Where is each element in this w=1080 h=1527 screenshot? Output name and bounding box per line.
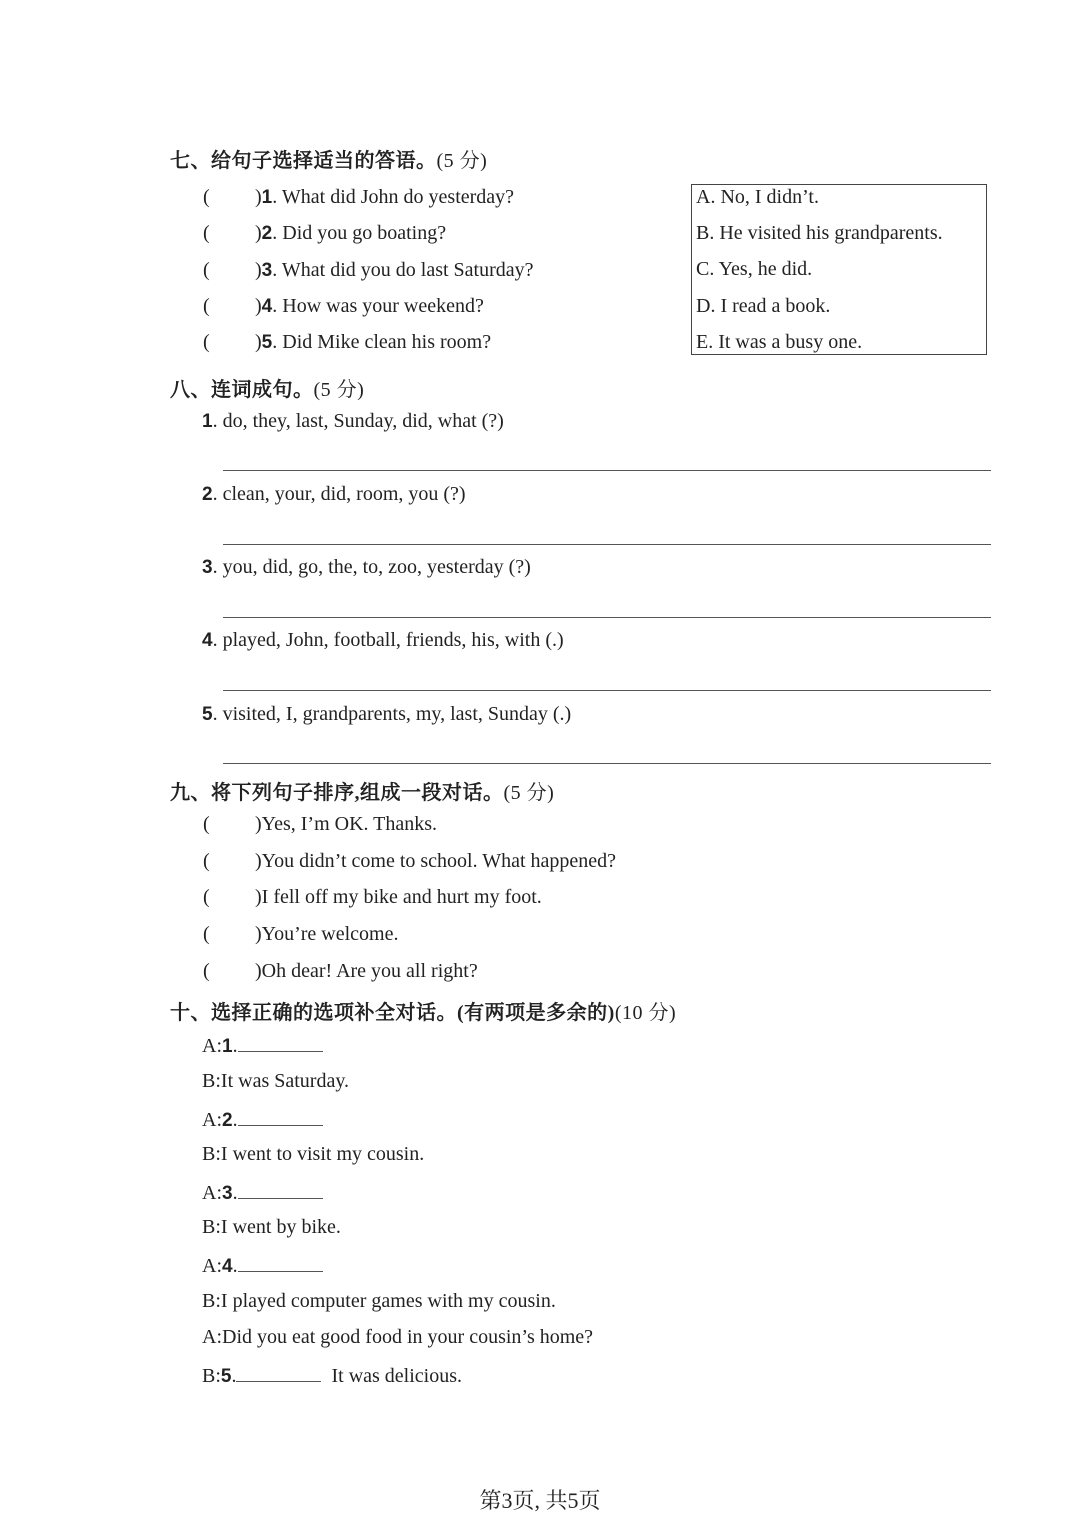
dialogue-sentence: )Oh dear! Are you all right? <box>255 960 478 982</box>
dialogue-line <box>202 1033 323 1058</box>
question-text: . What did you do last Saturday? <box>272 259 534 281</box>
answer-line[interactable] <box>223 690 991 691</box>
answer-paren[interactable]: ( <box>203 331 210 353</box>
speaker-label: A: <box>202 1035 222 1057</box>
blank-number: 2 <box>222 1110 233 1131</box>
section-9-heading: 九、将下列句子排序,组成一段对话。 <box>170 782 504 804</box>
answer-option: E. It was a busy one. <box>696 331 863 353</box>
sentence-item <box>202 703 571 726</box>
question-number: 1 <box>261 187 273 208</box>
blank-dot: . <box>232 1035 238 1057</box>
speaker-label: B: <box>202 1143 221 1165</box>
section-8-title <box>170 373 364 402</box>
item-number: 1 <box>202 411 213 432</box>
dialogue-text: I went by bike. <box>220 1216 341 1238</box>
question-text: . Did Mike clean his room? <box>272 331 492 353</box>
section-7-points: (5 分) <box>436 150 488 172</box>
dialogue-text: It was Saturday. <box>220 1070 350 1092</box>
answer-paren[interactable]: ( <box>203 960 210 982</box>
blank-number: 5 <box>220 1366 232 1387</box>
sentence-item <box>202 556 531 579</box>
section-9-title <box>170 776 554 805</box>
page-footer: 第3页, 共5页 <box>479 1488 601 1513</box>
question-row: )2. Did you go boating? <box>255 222 447 244</box>
speaker-label: B: <box>202 1290 221 1312</box>
dialogue-sentence: )Yes, I’m OK. Thanks. <box>255 813 438 835</box>
answer-paren[interactable]: ( <box>203 886 210 908</box>
answer-paren[interactable]: ( <box>203 295 210 317</box>
question-row: )5. Did Mike clean his room? <box>255 331 492 353</box>
dialogue-text: I went to visit my cousin. <box>220 1143 425 1165</box>
blank-dot: . <box>232 1182 238 1204</box>
dialogue-line <box>202 1253 323 1278</box>
answer-line[interactable] <box>223 617 991 618</box>
speaker-label: A: <box>202 1255 222 1277</box>
word-list: . clean, your, did, room, you (?) <box>212 483 466 505</box>
question-row: )3. What did you do last Saturday? <box>255 259 534 281</box>
answer-paren[interactable]: ( <box>203 259 210 281</box>
answer-line[interactable] <box>223 544 991 545</box>
question-text: . What did John do yesterday? <box>272 186 515 208</box>
dialogue-text: It was delicious. <box>331 1365 463 1387</box>
word-list: . played, John, football, friends, his, with (.) <box>212 629 564 651</box>
answer-option: A. No, I didn’t. <box>696 186 819 208</box>
word-list: . do, they, last, Sunday, did, what (?) <box>212 410 504 432</box>
dialogue-sentence: )You’re welcome. <box>255 923 399 945</box>
dialogue-line <box>202 1070 349 1093</box>
sentence-item <box>202 410 504 433</box>
answer-paren[interactable]: ( <box>203 813 210 835</box>
blank-number: 1 <box>222 1036 233 1057</box>
item-number: 3 <box>202 557 213 578</box>
section-10-points: (10 分) <box>614 1002 677 1024</box>
answer-options-box <box>691 184 987 355</box>
fill-blank[interactable] <box>238 1253 323 1272</box>
fill-blank[interactable] <box>238 1033 323 1052</box>
item-number: 5 <box>202 704 213 725</box>
question-text: . How was your weekend? <box>272 295 484 317</box>
fill-blank[interactable] <box>238 1107 323 1126</box>
dialogue-line <box>202 1180 323 1205</box>
question-row: )1. What did John do yesterday? <box>255 186 515 208</box>
dialogue-line <box>202 1216 341 1239</box>
blank-number: 3 <box>222 1183 233 1204</box>
speaker-label: B: <box>202 1365 221 1387</box>
question-row: )4. How was your weekend? <box>255 295 484 317</box>
speaker-label: B: <box>202 1070 221 1092</box>
question-text: . Did you go boating? <box>272 222 447 244</box>
speaker-label: B: <box>202 1216 221 1238</box>
sentence-item <box>202 629 564 652</box>
answer-option: C. Yes, he did. <box>696 258 813 280</box>
item-number: 2 <box>202 484 213 505</box>
blank-dot: . <box>232 1109 238 1131</box>
dialogue-sentence: )I fell off my bike and hurt my foot. <box>255 886 542 908</box>
dialogue-sentence: )You didn’t come to school. What happened? <box>255 850 617 872</box>
dialogue-line <box>202 1143 424 1166</box>
answer-paren[interactable]: ( <box>203 186 210 208</box>
answer-line[interactable] <box>223 470 991 471</box>
section-8-heading: 八、连词成句。 <box>170 379 314 401</box>
section-10-title <box>170 996 676 1025</box>
section-7-heading: 七、给句子选择适当的答语。 <box>170 150 437 172</box>
question-number: 4 <box>261 296 273 317</box>
speaker-label: A: <box>202 1182 222 1204</box>
answer-paren[interactable]: ( <box>203 850 210 872</box>
answer-line[interactable] <box>223 763 991 764</box>
answer-paren[interactable]: ( <box>203 923 210 945</box>
fill-blank[interactable] <box>236 1363 321 1382</box>
speaker-label: A: <box>202 1109 222 1131</box>
blank-dot: . <box>231 1365 237 1387</box>
section-10-heading: 十、选择正确的选项补全对话。(有两项是多余的) <box>170 1002 615 1024</box>
question-number: 3 <box>261 260 273 281</box>
blank-dot: . <box>232 1255 238 1277</box>
answer-option: D. I read a book. <box>696 295 831 317</box>
sentence-item <box>202 483 466 506</box>
question-number: 2 <box>261 223 273 244</box>
fill-blank[interactable] <box>238 1180 323 1199</box>
dialogue-text: Did you eat good food in your cousin’s home? <box>222 1326 594 1348</box>
dialogue-line <box>202 1363 462 1388</box>
question-number: 5 <box>261 332 273 353</box>
word-list: . you, did, go, the, to, zoo, yesterday (?) <box>212 556 531 578</box>
answer-paren[interactable]: ( <box>203 222 210 244</box>
dialogue-text: I played computer games with my cousin. <box>220 1290 556 1312</box>
dialogue-line <box>202 1326 593 1349</box>
section-8-points: (5 分) <box>313 379 365 401</box>
item-number: 4 <box>202 630 213 651</box>
blank-number: 4 <box>222 1256 233 1277</box>
speaker-label: A: <box>202 1326 222 1348</box>
dialogue-line <box>202 1290 556 1313</box>
section-9-points: (5 分) <box>503 782 555 804</box>
dialogue-line <box>202 1107 323 1132</box>
word-list: . visited, I, grandparents, my, last, Sunday (.) <box>212 703 572 725</box>
answer-option: B. He visited his grandparents. <box>696 222 943 244</box>
section-7-title <box>170 144 487 173</box>
